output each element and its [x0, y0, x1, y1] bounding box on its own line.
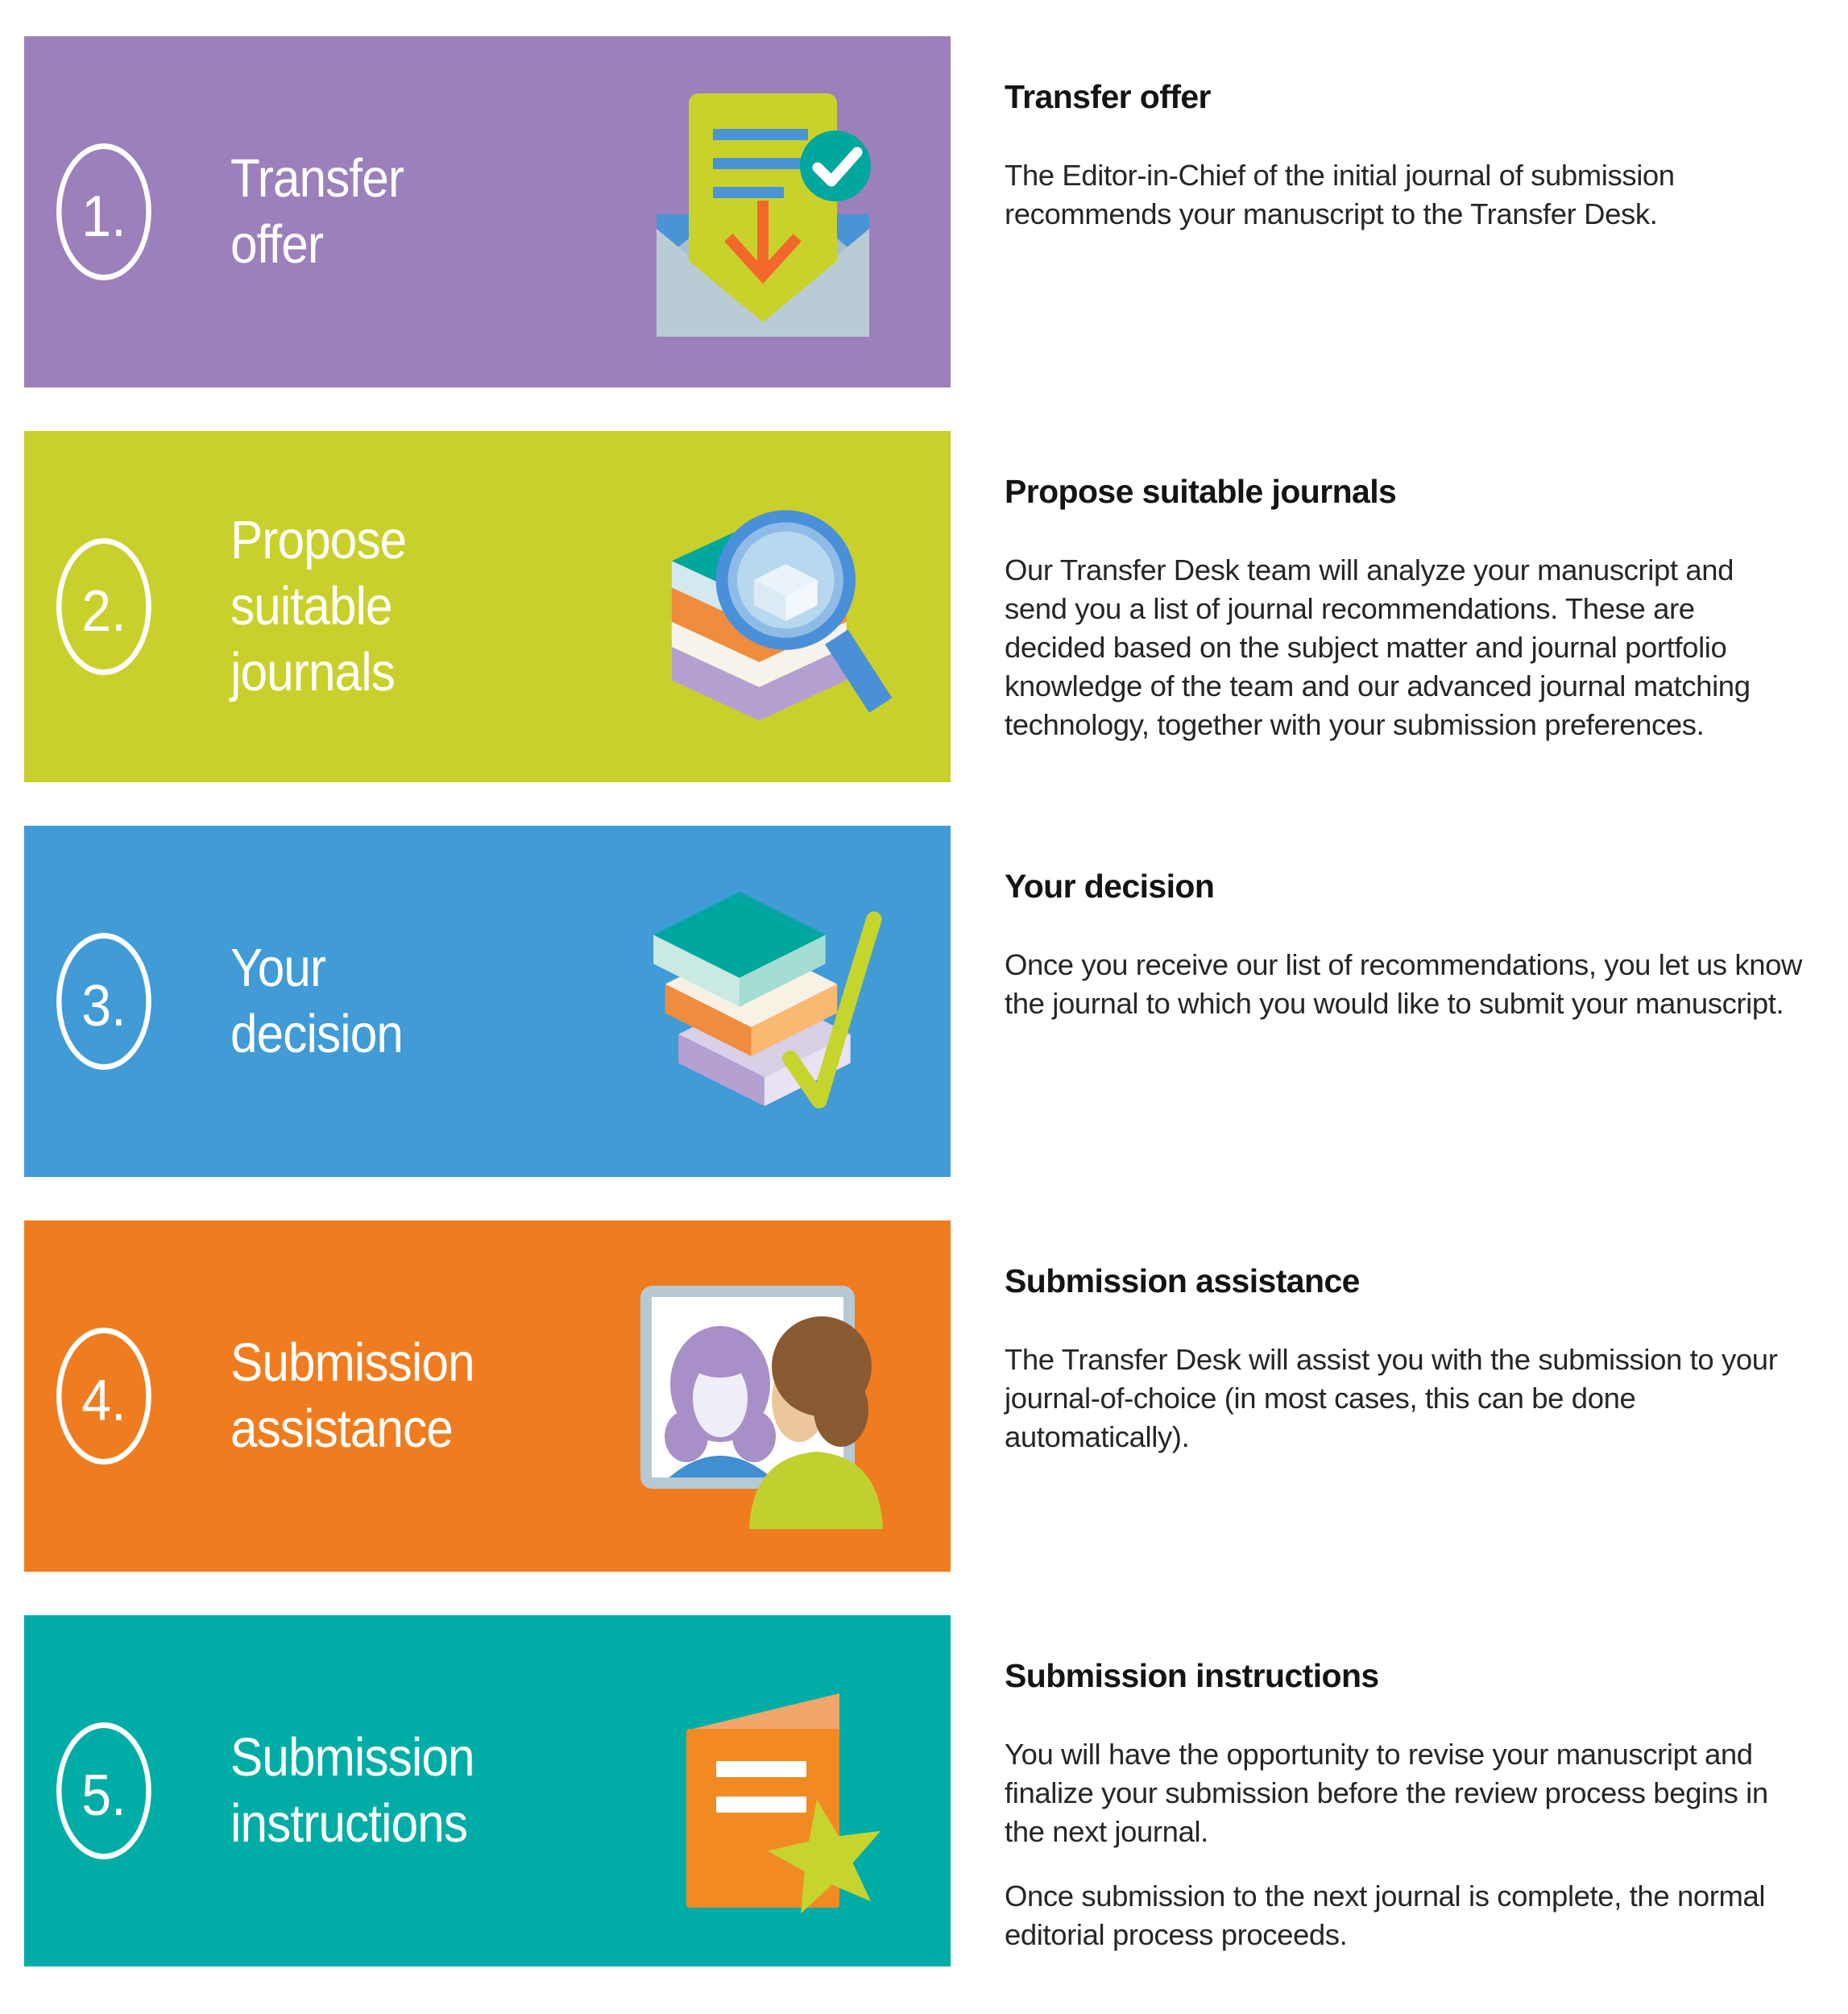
booklet-star-icon: [630, 1658, 896, 1924]
books-magnifier-icon: [630, 474, 896, 740]
step-2-icon-box: [630, 474, 896, 740]
step-number: 3.: [81, 974, 126, 1038]
step-row-1: [24, 36, 1829, 387]
step-3-paragraph: Once you receive our list of recommendations, you let us know the journal to which you would like to submit your manuscript.: [1005, 948, 1802, 1020]
step-number: 1.: [81, 184, 126, 249]
step-3-banner: [24, 826, 951, 1177]
step-row-2: [24, 431, 1829, 782]
step-4-number-badge: [56, 1328, 151, 1465]
step-row-5: [24, 1615, 1829, 1966]
step-4-description: [1005, 1262, 1802, 1482]
label-line: assistance: [230, 1399, 453, 1459]
envelope-document-check-icon: [630, 79, 896, 345]
label-line: instructions: [230, 1793, 468, 1854]
step-1-number-badge: [56, 143, 151, 280]
step-5-label: [230, 1725, 474, 1856]
step-3-heading: Your decision: [1005, 868, 1215, 905]
label-line: suitable: [230, 576, 392, 637]
label-line: Submission: [230, 1727, 474, 1788]
step-3-icon-box: [630, 868, 896, 1134]
step-3-number-badge: [56, 933, 151, 1070]
step-2-number-badge: [56, 538, 151, 675]
step-2-heading: Propose suitable journals: [1005, 473, 1397, 510]
step-number: 4.: [81, 1369, 126, 1433]
step-1-banner: [24, 36, 951, 387]
step-4-paragraph: The Transfer Desk will assist you with the submission to your journal-of-choice (in most cases, this can be done automatically).: [1005, 1343, 1778, 1453]
label-line: offer: [230, 214, 324, 275]
step-number: 2.: [81, 579, 126, 644]
step-4-icon-box: [630, 1263, 896, 1529]
step-5-description: [1005, 1657, 1802, 1980]
step-5-paragraph: You will have the opportunity to revise your manuscript and finalize your submission before the review process begins in the next journal.: [1005, 1738, 1768, 1848]
step-5-banner: [24, 1615, 951, 1966]
step-row-4: [24, 1220, 1829, 1572]
step-3-description: [1005, 868, 1802, 1049]
step-2-banner: [24, 431, 951, 782]
step-4-banner: [24, 1220, 951, 1572]
step-4-label: [230, 1330, 474, 1461]
step-2-description: [1005, 473, 1802, 770]
label-line: decision: [230, 1004, 404, 1064]
step-4-heading: Submission assistance: [1005, 1262, 1360, 1299]
label-line: Transfer: [230, 148, 404, 209]
step-1-description: [1005, 78, 1802, 259]
step-1-heading: Transfer offer: [1005, 78, 1211, 115]
step-5-icon-box: [630, 1658, 896, 1924]
step-number: 5.: [81, 1763, 126, 1828]
step-1-label: [230, 146, 404, 277]
step-1-paragraph: The Editor-in-Chief of the initial journal of submission recommends your manuscript to the Transfer Desk.: [1005, 159, 1675, 230]
label-line: Propose: [230, 510, 407, 571]
step-row-3: [24, 826, 1829, 1177]
people-photo-icon: [630, 1263, 896, 1529]
step-1-icon-box: [630, 79, 896, 345]
books-checkmark-icon: [630, 868, 896, 1134]
label-line: Your: [230, 938, 326, 999]
step-5-heading: Submission instructions: [1005, 1657, 1379, 1694]
step-5-paragraph: Once submission to the next journal is complete, the normal editorial process proceeds.: [1005, 1879, 1766, 1951]
step-2-label: [230, 508, 406, 705]
step-2-paragraph: Our Transfer Desk team will analyze your manuscript and send you a list of journal recommendations. These are decided based on the subject matter and journal portfolio knowledge of the team and our advanced journal matching technology, together with your submission preferences.: [1005, 553, 1751, 741]
step-5-number-badge: [56, 1722, 151, 1859]
step-3-label: [230, 935, 403, 1067]
label-line: journals: [230, 641, 395, 702]
label-line: Submission: [230, 1332, 474, 1394]
